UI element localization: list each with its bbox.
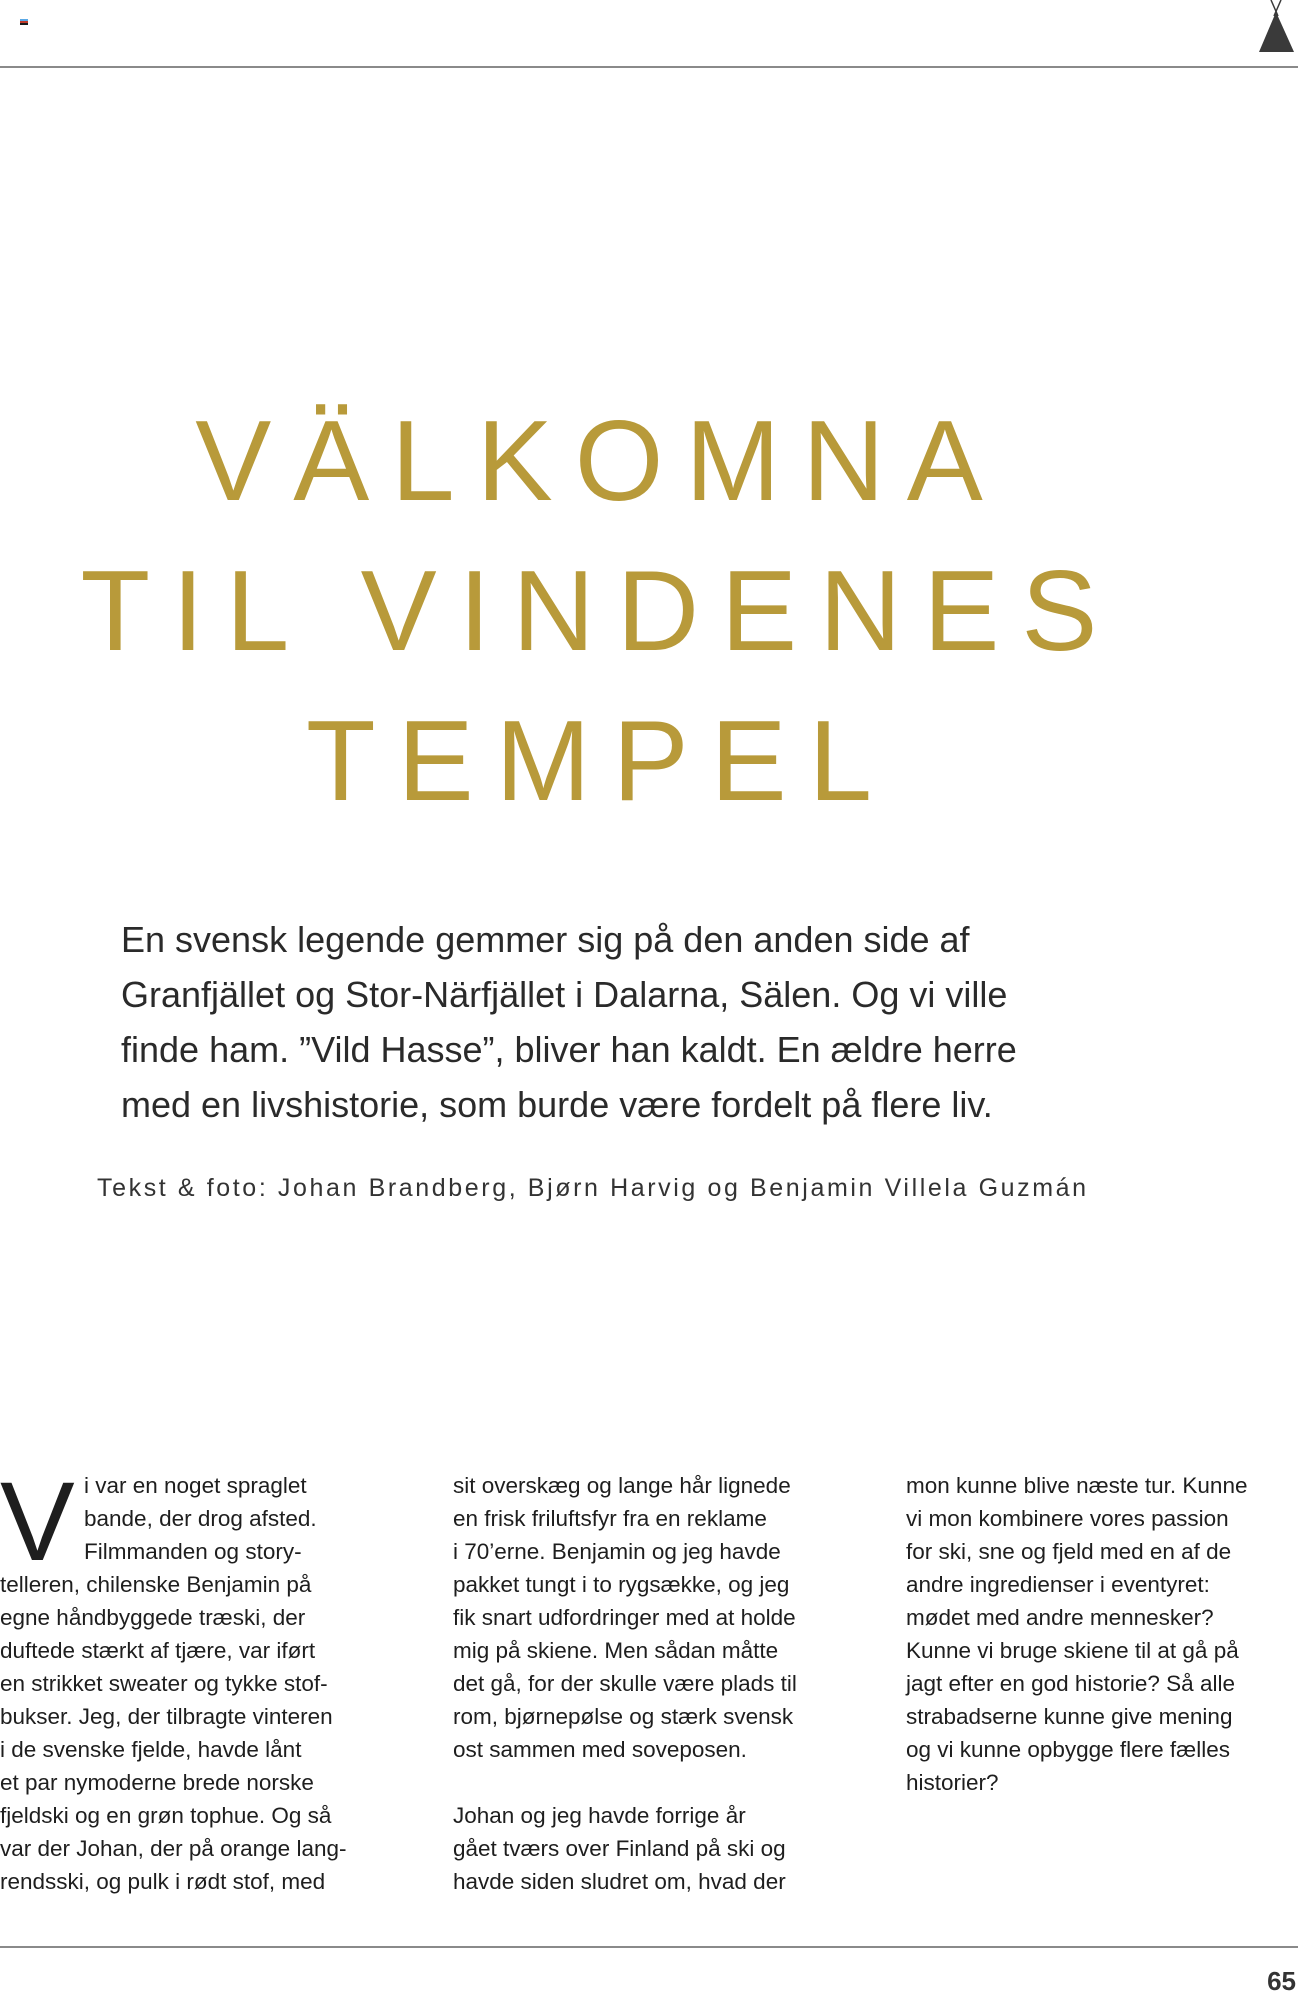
- lead-paragraph: [121, 912, 1017, 1132]
- body-line: ost sammen med soveposen.: [453, 1737, 747, 1762]
- lead-line: finde ham. ”Vild Hasse”, bliver han kaldt. En ældre herre: [121, 1029, 1017, 1070]
- body-line: Kunne vi bruge skiene til at gå på: [906, 1638, 1239, 1663]
- body-line: strabadserne kunne give mening: [906, 1704, 1233, 1729]
- body-line: egne håndbyggede træski, der: [0, 1605, 306, 1630]
- body-line: for ski, sne og fjeld med en af de: [906, 1539, 1232, 1564]
- body-line: mon kunne blive næste tur. Kunne: [906, 1473, 1248, 1498]
- body-column-2: [453, 1469, 797, 1898]
- title-line-1: VÄLKOMNA: [195, 398, 1005, 525]
- body-line: historier?: [906, 1770, 999, 1795]
- body-line: i de svenske fjelde, havde lånt: [0, 1737, 302, 1762]
- body-line: det gå, for der skulle være plads til: [453, 1671, 797, 1696]
- body-line: bande, der drog afsted.: [84, 1506, 317, 1531]
- body-line: og vi kunne opbygge flere fælles: [906, 1737, 1230, 1762]
- body-line: en strikket sweater og tykke stof-: [0, 1671, 328, 1696]
- body-line: telleren, chilenske Benjamin på: [0, 1572, 312, 1597]
- body-line: vi mon kombinere vores passion: [906, 1506, 1229, 1531]
- body-line: i 70’erne. Benjamin og jeg havde: [453, 1539, 781, 1564]
- body-line: fik snart udfordringer med at holde: [453, 1605, 796, 1630]
- body-line: bukser. Jeg, der tilbragte vinteren: [0, 1704, 333, 1729]
- body-line: en frisk friluftsfyr fra en reklame: [453, 1506, 767, 1531]
- body-column-3: [906, 1469, 1247, 1799]
- lead-line: Granfjället og Stor-Närfjället i Dalarna, Sälen. Og vi ville: [121, 974, 1008, 1015]
- body-line: Johan og jeg havde forrige år: [453, 1803, 746, 1828]
- body-line: var der Johan, der på orange lang-: [0, 1836, 347, 1861]
- flag-icon: [20, 19, 28, 25]
- tent-icon: [1255, 0, 1298, 55]
- page-number: 65: [1267, 1966, 1296, 1996]
- body-line: Filmmanden og story-: [84, 1539, 302, 1564]
- body-line: jagt efter en god historie? Så alle: [906, 1671, 1235, 1696]
- body-column-1: [0, 1469, 346, 1898]
- body-line: i var en noget spraglet: [84, 1473, 307, 1498]
- title-line-3: TEMPEL: [305, 698, 895, 825]
- body-line: rendsski, og pulk i rødt stof, med: [0, 1869, 326, 1894]
- body-line: gået tværs over Finland på ski og: [453, 1836, 786, 1861]
- title-line-2: TIL VINDENES: [80, 548, 1120, 675]
- body-line: andre ingredienser i eventyret:: [906, 1572, 1210, 1597]
- lead-line: En svensk legende gemmer sig på den anden side af: [121, 919, 970, 960]
- byline: Tekst & foto: Johan Brandberg, Bjørn Harvig og Benjamin Villela Guzmán: [97, 1174, 1089, 1202]
- body-line: duftede stærkt af tjære, var iført: [0, 1638, 316, 1663]
- body-line: mig på skiene. Men sådan måtte: [453, 1638, 779, 1663]
- body-line: [453, 1766, 797, 1799]
- drop-cap: V: [0, 1459, 75, 1584]
- footer-divider: [0, 1946, 1298, 1948]
- body-line: mødet med andre mennesker?: [906, 1605, 1214, 1630]
- body-line: fjeldski og en grøn tophue. Og så: [0, 1803, 332, 1828]
- body-line: sit overskæg og lange hår lignede: [453, 1473, 791, 1498]
- body-line: havde siden sludret om, hvad der: [453, 1869, 786, 1894]
- lead-line: med en livshistorie, som burde være fordelt på flere liv.: [121, 1084, 993, 1125]
- body-line: pakket tungt i to rygsække, og jeg: [453, 1572, 790, 1597]
- header-divider: [0, 66, 1298, 68]
- body-line: rom, bjørnepølse og stærk svensk: [453, 1704, 794, 1729]
- body-line: et par nymoderne brede norske: [0, 1770, 314, 1795]
